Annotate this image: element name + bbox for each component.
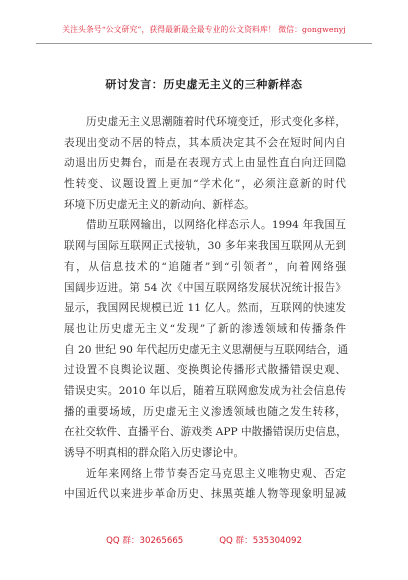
text-line: 在社交软件、直播平台、游戏类 APP 中散播错误历史信息， bbox=[64, 426, 347, 439]
text-line: 借助互联网输出，以网络化样态示人。1994 年我国互 bbox=[86, 219, 346, 232]
text-line: 自 20 世纪 90 年代起历史虚无主义思潮便与互联网结合，通 bbox=[64, 343, 349, 356]
footer-contacts bbox=[0, 534, 408, 546]
text-line: 有，从信息技术的“追随者”到“引领者”，向着网络强 bbox=[64, 260, 346, 273]
text-line: 环境下历史虚无主义的新动向、新样态。 bbox=[64, 198, 255, 211]
text-line: 历史虚无主义思潮随着时代环境变迁，形式变化多样， bbox=[86, 116, 346, 128]
text-line: 播的重要场域，历史虚无主义渗透领域也随之发生转移， bbox=[64, 405, 346, 418]
text-line: 动退出历史舞台，而是在表现方式上由显性直白向迂回隐 bbox=[64, 157, 346, 170]
text-line: 近年来网络上带节奏否定马克思主义唯物史观、否定 bbox=[86, 467, 346, 480]
paragraph-2 bbox=[64, 215, 349, 463]
text-line: 联网与国际互联网正式接轨，30 多年来我国互联网从无到 bbox=[64, 240, 346, 253]
text-line: 国阔步迈进。第 54 次《中国互联网络发展状况统计报告》 bbox=[64, 281, 346, 294]
header-note: 关注头条号“公文研究”，获得最新最全最专业的公文资料库！ 微信：gongwenyj bbox=[62, 25, 346, 34]
text-line: 诱导不明真相的群众陷入历史谬论中。 bbox=[64, 447, 245, 459]
text-line: 中国近代以来进步革命历史、抹黑英雄人物等现象明显减 bbox=[64, 488, 346, 501]
text-line: 性转变、议题设置上更加“学术化”，必须注意新的时代 bbox=[64, 178, 346, 191]
qq-channel-label: QQ 群：535304092 bbox=[219, 536, 302, 546]
text-line: 表现出变动不居的特点，其本质决定其不会在短时间内自 bbox=[64, 136, 346, 149]
text-line: 过设置不良舆论议题、变换舆论传播形式散播错误史观、 bbox=[64, 364, 346, 377]
document-body bbox=[64, 112, 349, 505]
document-title: 研讨发言：历史虚无主义的三种新样态 bbox=[105, 78, 303, 91]
text-line: 展也让历史虚无主义“发现”了新的渗透领域和传播条件 bbox=[64, 322, 346, 335]
text-line: 显示，我国网民规模已近 11 亿人。然而，互联网的快速发 bbox=[64, 302, 346, 315]
paragraph-1 bbox=[64, 112, 346, 215]
text-line: 错误史实。2010 年以后，随着互联网愈发成为社会信息传 bbox=[64, 384, 346, 397]
qq-group-label: QQ 群：30265665 bbox=[106, 536, 184, 546]
paragraph-3 bbox=[64, 464, 346, 505]
header-divider bbox=[36, 43, 372, 44]
